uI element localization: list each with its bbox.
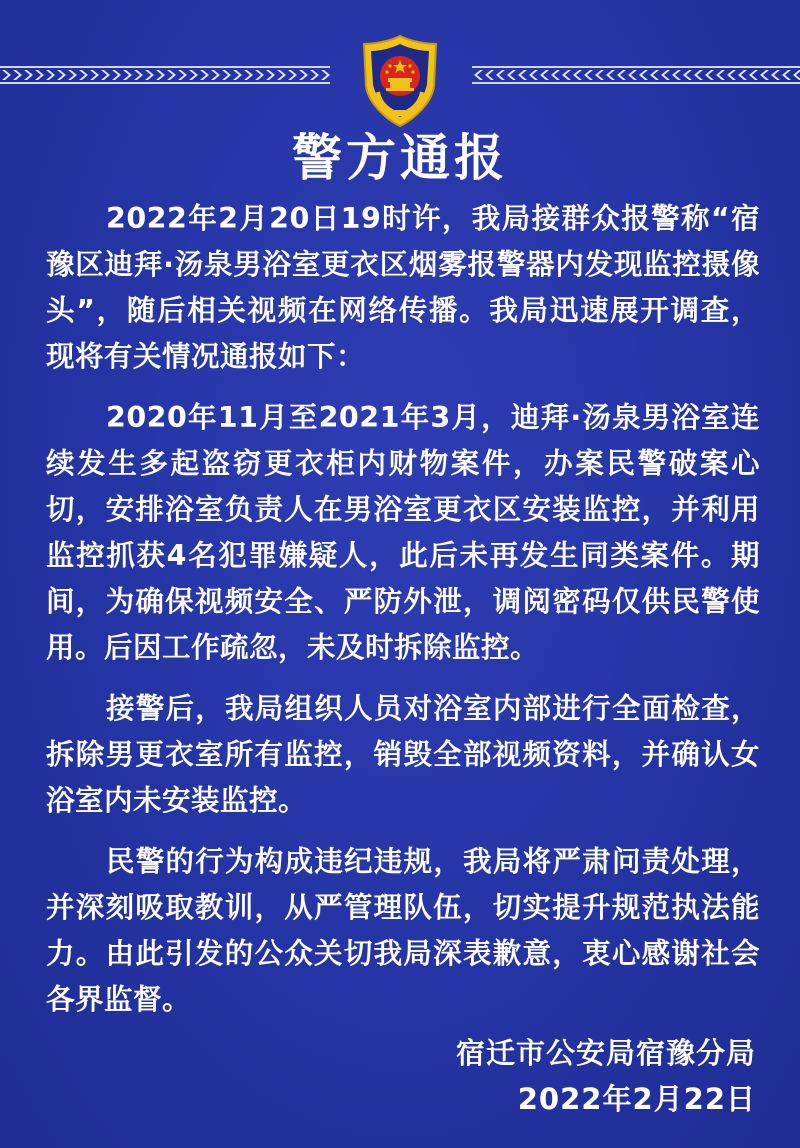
paragraph-2: 2020年11月至2021年3月，迪拜·汤泉男浴室连续发生多起盗窃更衣柜内财物案件，办案民警破案心切，安排浴室负责人在男浴室更衣区安装监控，并利用监控抓获4名犯罪嫌疑人，此后未再发生同类案件。期间，为确保视频安全、严防外泄，调阅密码仅供民警使用。后因工作疏忽，未及时拆除监控。 (46, 401, 760, 664)
police-emblem-icon (350, 32, 450, 132)
decorative-border-right (472, 62, 800, 88)
decorative-border-left (0, 62, 330, 88)
signature-date: 2022年2月22日 (517, 1082, 756, 1116)
signature-block (456, 1030, 756, 1122)
signature-org: 宿迁市公安局宿豫分局 (455, 1036, 756, 1070)
paragraph-3: 接警后，我局组织人员对浴室内部进行全面检查，拆除男更衣室所有监控，销毁全部视频资料，并确认女浴室内未安装监控。 (46, 692, 760, 817)
notice-body (46, 196, 760, 1038)
paragraph-1: 2022年2月20日19时许，我局接群众报警称“宿豫区迪拜·汤泉男浴室更衣区烟雾报警器内发现监控摄像头”，随后相关视频在网络传播。我局迅速展开调查，现将有关情况通报如下： (46, 202, 760, 373)
notice-title: 警方通报 (292, 129, 508, 187)
paragraph-4: 民警的行为构成违纪违规，我局将严肃问责处理，并深刻吸取教训，从严管理队伍，切实提升规范执法能力。由此引发的公众关切我局深表歉意，衷心感谢社会各界监督。 (46, 845, 760, 1016)
